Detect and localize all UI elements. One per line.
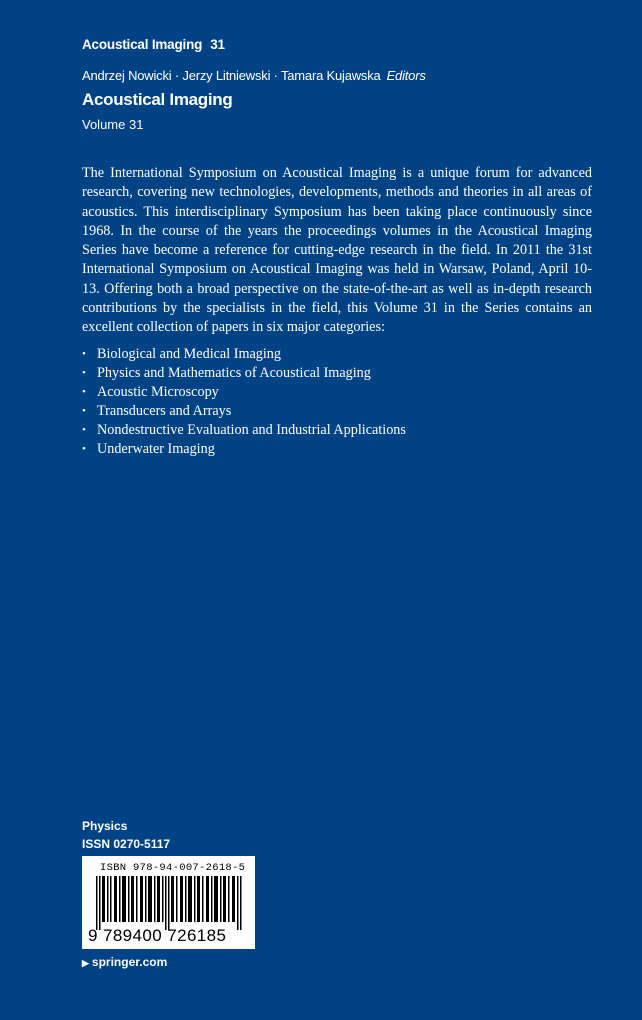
- series-title: [82, 37, 225, 52]
- category-item: • Transducers and Arrays: [82, 402, 406, 421]
- category-item: • Acoustic Microscopy: [82, 383, 406, 402]
- editor-names: Andrzej Nowicki · Jerzy Litniewski · Tamara Kujawska: [82, 68, 381, 83]
- issn-label: ISSN 0270-5117: [82, 837, 171, 851]
- category-list: [82, 345, 406, 459]
- series-number: 31: [210, 37, 225, 52]
- subject-label: Physics: [82, 819, 128, 833]
- category-item: • Biological and Medical Imaging: [82, 345, 406, 364]
- editors-line: [82, 68, 426, 83]
- springer-link[interactable]: [82, 955, 167, 969]
- category-item: • Physics and Mathematics of Acoustical Imaging: [82, 364, 406, 383]
- series-name: Acoustical Imaging: [82, 37, 203, 52]
- category-item: • Nondestructive Evaluation and Industrial Applications: [82, 421, 406, 440]
- category-item: • Underwater Imaging: [82, 440, 406, 459]
- editors-role: Editors: [386, 68, 426, 83]
- isbn-text: ISBN 978-94-007-2618-5: [100, 862, 246, 874]
- ean-number: 9 789400 726185: [88, 926, 227, 945]
- book-volume: Volume 31: [82, 117, 144, 132]
- website-label: springer.com: [91, 955, 168, 969]
- barcode-bars-icon: [96, 876, 243, 930]
- play-arrow-icon: ▶: [82, 958, 89, 968]
- isbn-barcode: [82, 856, 255, 949]
- book-title: Acoustical Imaging: [82, 90, 233, 109]
- blurb-text: The International Symposium on Acoustical Imaging is a unique forum for advanced research, covering new technologies, developments, methods and theories in all areas of acoustics. This interdisciplinary Symposium has been taking place continuously since 1968. In the course of the years the proceedings volumes in the Acoustical Imaging Series have become a reference for cutting-edge research in the field. In 2011 the 31st International Symposium on Acoustical Imaging was held in Warsaw, Poland, April 10-13. Offering both a broad perspective on the state-of-the-art as well as in-depth research contributions by the specialists in the field, this Volume 31 in the Series contains an excellent collection of papers in six major categories:: [82, 165, 592, 336]
